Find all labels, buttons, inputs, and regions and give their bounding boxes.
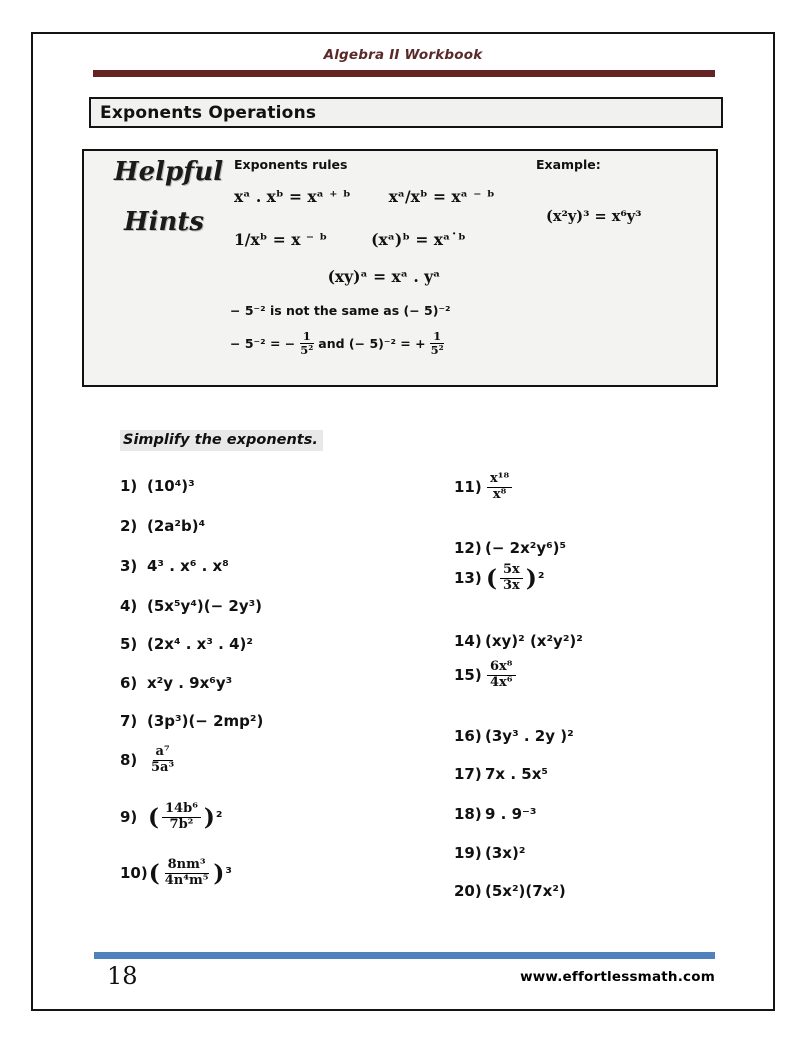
- hints-note-2: [230, 330, 449, 357]
- rule-power-of-power: (xᵃ)ᵇ = xᵃ˙ᵇ: [371, 230, 466, 249]
- problem-13-paren: ): [525, 564, 537, 592]
- problem-13: [454, 563, 544, 594]
- problem-14: [454, 632, 583, 650]
- workbook-title: Algebra II Workbook: [323, 47, 483, 63]
- problem-13-text: ²: [537, 569, 545, 588]
- problem-number: 7): [120, 712, 138, 730]
- problem-10-paren: ): [213, 859, 225, 887]
- problem-3: [120, 557, 229, 575]
- page-number: 18: [107, 962, 138, 990]
- problem-2-text: (2a²b)⁴: [147, 517, 206, 535]
- instruction-label: Simplify the exponents.: [120, 430, 323, 451]
- problem-16-text: (3y³ . 2y )²: [485, 727, 574, 745]
- problem-4: [120, 597, 262, 615]
- problem-1: [120, 477, 195, 495]
- problem-6: [120, 674, 232, 692]
- problem-5-text: (2x⁴ . x³ . 4)²: [147, 635, 253, 653]
- problem-number: 9): [120, 808, 138, 827]
- problem-15-fraction: $\frac{\text{6x⁸}}{\text{4x⁶}}$: [487, 660, 516, 691]
- problem-13-fraction: $\frac{5x}{3x}$: [500, 563, 523, 594]
- hints-note-2-text: and (− 5)⁻² = +: [318, 336, 426, 352]
- section-title-box: [89, 97, 723, 128]
- helpful-hints-box: [82, 149, 718, 387]
- rule-row-1: [234, 187, 495, 206]
- problem-number: 15): [454, 666, 482, 685]
- problem-14-text: (xy)² (x²y²)²: [485, 632, 583, 650]
- problem-9-fraction: $\frac{\text{14b⁶}}{\text{7b²}}$: [162, 802, 201, 833]
- section-title: Exponents Operations: [100, 102, 317, 123]
- hints-label-line1: Helpful: [114, 157, 224, 187]
- problem-10-fraction: $\frac{\text{8nm³}}{\text{4n⁴m⁵}}$: [164, 857, 209, 888]
- rule-row-2: [234, 230, 466, 249]
- problem-15: [454, 660, 518, 691]
- problem-17: [454, 765, 548, 783]
- problem-10: [120, 858, 232, 889]
- problem-2: [120, 517, 205, 535]
- hints-note-2-fraction: $\frac{1}{\text{5²}}$: [430, 329, 444, 358]
- problem-20: [454, 882, 566, 900]
- problem-17-text: 7x . 5x⁵: [485, 765, 548, 783]
- rule-product: xᵃ . xᵇ = xᵃ ⁺ ᵇ: [234, 187, 351, 206]
- problem-9-text: ²: [215, 808, 223, 827]
- problem-18-text: 9 . 9⁻³: [485, 805, 537, 823]
- problem-number: 20): [454, 882, 482, 900]
- problem-8-fraction: $\frac{\text{a⁷}}{\text{5a³}}$: [151, 744, 175, 775]
- problem-number: 16): [454, 727, 482, 745]
- problem-19: [454, 844, 525, 862]
- problem-number: 5): [120, 635, 138, 653]
- problem-number: 13): [454, 569, 482, 588]
- problem-11-fraction: $\frac{\text{x¹⁸}}{\text{x⁸}}$: [487, 472, 512, 503]
- problem-19-text: (3x)²: [485, 844, 526, 862]
- hints-note-1: − 5⁻² is not the same as (− 5)⁻²: [230, 303, 451, 318]
- problem-7-text: (3p³)(− 2mp²): [147, 712, 264, 730]
- workbook-page: [31, 32, 775, 1011]
- problem-number: 10): [120, 864, 148, 883]
- problem-13-paren: (: [486, 564, 498, 592]
- problem-number: 17): [454, 765, 482, 783]
- problem-7: [120, 712, 263, 730]
- problem-number: 12): [454, 539, 482, 557]
- example-heading: Example:: [536, 157, 601, 172]
- problem-number: 14): [454, 632, 482, 650]
- problem-6-text: x²y . 9x⁶y³: [147, 674, 233, 692]
- problem-8: [120, 745, 178, 776]
- problem-1-text: (10⁴)³: [147, 477, 195, 495]
- problem-12-text: (− 2x²y⁶)⁵: [485, 539, 567, 557]
- problem-9-paren: ): [203, 803, 215, 831]
- problem-number: 3): [120, 557, 138, 575]
- problem-9: [120, 802, 222, 833]
- hints-note-2-fraction: $\frac{1}{\text{5²}}$: [300, 329, 314, 358]
- problem-10-paren: (: [148, 859, 160, 887]
- website-link[interactable]: www.effortlessmath.com: [520, 969, 715, 985]
- problem-16: [454, 727, 574, 745]
- exponents-rules-heading: Exponents rules: [234, 157, 348, 172]
- header-rule: [93, 70, 715, 77]
- problem-12: [454, 539, 566, 557]
- problem-5: [120, 635, 253, 653]
- hints-label-line2: Hints: [124, 207, 204, 237]
- problem-number: 6): [120, 674, 138, 692]
- problem-number: 18): [454, 805, 482, 823]
- problem-number: 4): [120, 597, 138, 615]
- problem-number: 2): [120, 517, 138, 535]
- problem-number: 19): [454, 844, 482, 862]
- example-equation: (x²y)³ = x⁶y³: [546, 208, 642, 225]
- rule-row-3: [234, 267, 534, 286]
- problem-11: [454, 472, 514, 503]
- problem-18: [454, 805, 537, 823]
- rule-negative: 1/xᵇ = x ⁻ ᵇ: [234, 230, 328, 249]
- hints-note-2-text: − 5⁻² = −: [230, 336, 296, 352]
- problem-number: 1): [120, 477, 138, 495]
- rule-quotient: xᵃ/xᵇ = xᵃ ⁻ ᵇ: [388, 187, 495, 206]
- footer-rule: [94, 952, 715, 959]
- problem-20-text: (5x²)(7x²): [485, 882, 566, 900]
- problem-10-text: ³: [225, 864, 232, 883]
- problem-3-text: 4³ . x⁶ . x⁸: [147, 557, 229, 575]
- problem-4-text: (5x⁵y⁴)(− 2y³): [147, 597, 263, 615]
- rule-product-to-power: (xy)ᵃ = xᵃ . yᵃ: [327, 267, 441, 286]
- problem-number: 11): [454, 478, 482, 497]
- problem-9-paren: (: [148, 803, 160, 831]
- problem-number: 8): [120, 751, 138, 770]
